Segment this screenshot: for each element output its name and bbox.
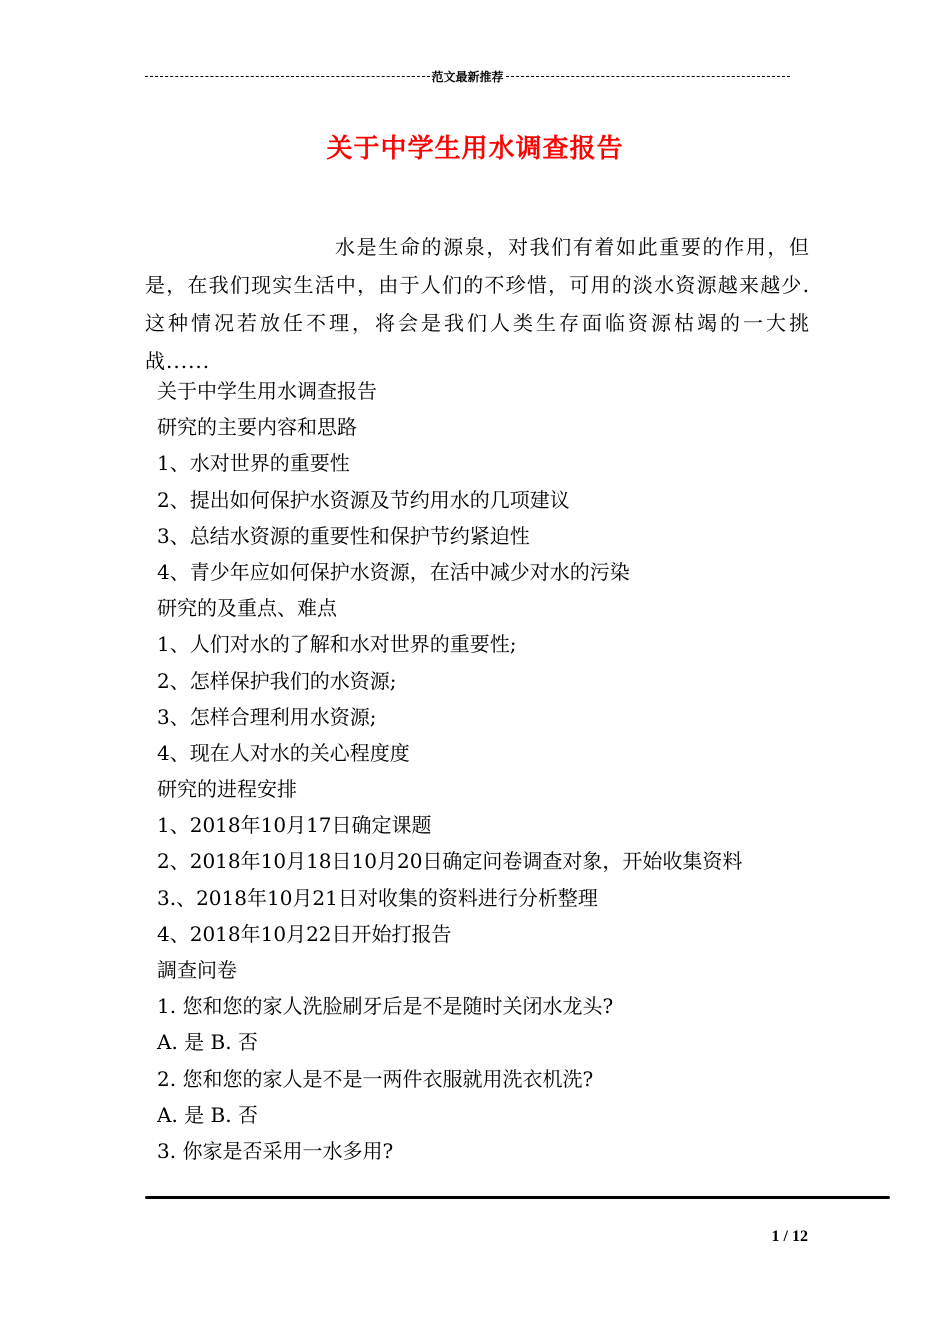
body-line: 4、青少年应如何保护水资源，在活中减少对水的污染 [157, 559, 630, 584]
footer-rule [145, 1196, 890, 1199]
page-header [145, 68, 790, 84]
body-line: 2. 您和您的家人是不是一两件衣服就用洗衣机洗? [157, 1066, 594, 1091]
header-label: 范文最新推荐 [431, 69, 504, 84]
header-dash-left [145, 76, 430, 77]
body-line: 2、2018年10月18日10月20日确定问卷调查对象，开始收集资料 [157, 849, 743, 874]
body-line: 3、怎样合理利用水资源; [157, 704, 377, 729]
body-line: 2、提出如何保护水资源及节约用水的几项建议 [157, 487, 570, 512]
body-line: 1、水对世界的重要性 [157, 451, 350, 476]
body-line: 1. 您和您的家人洗脸刷牙后是不是随时关闭水龙头? [157, 994, 614, 1019]
page-number: 1 / 12 [771, 1228, 808, 1245]
body-line: 調查问卷 [157, 958, 237, 982]
body-line: A. 是 B. 否 [157, 1030, 258, 1055]
body-line: 3.、2018年10月21日对收集的资料进行分析整理 [157, 885, 598, 910]
body-line: 研究的进程安排 [157, 777, 297, 802]
header-dash-right [506, 76, 791, 77]
body-line: 2、怎样保护我们的水资源; [157, 668, 397, 693]
body-line: 1、2018年10月17日确定课题 [157, 813, 432, 838]
intro-paragraph: 水是生命的源泉，对我们有着如此重要的作用，但是，在我们现实生活中，由于人们的不珍惜，可用的淡水资源越来越少.这种情况若放任不理，将会是我们人类生存面临资源枯竭的一大挑战...... [145, 235, 810, 373]
body-lines [145, 373, 825, 1169]
body-line: 4、现在人对水的关心程度度 [157, 740, 410, 765]
body-line: 3. 你家是否采用一水多用? [157, 1138, 394, 1163]
body-line: 研究的及重点、难点 [157, 596, 337, 621]
body-line: 关于中学生用水调查报告 [157, 379, 377, 403]
body-line: 研究的主要内容和思路 [157, 415, 357, 440]
body-line: A. 是 B. 否 [157, 1102, 258, 1127]
body-line: 4、2018年10月22日开始打报告 [157, 921, 452, 946]
body-line: 3、总结水资源的重要性和保护节约紧迫性 [157, 523, 530, 548]
body-line: 1、人们对水的了解和水对世界的重要性; [157, 632, 517, 657]
document-title: 关于中学生用水调查报告 [326, 134, 624, 164]
